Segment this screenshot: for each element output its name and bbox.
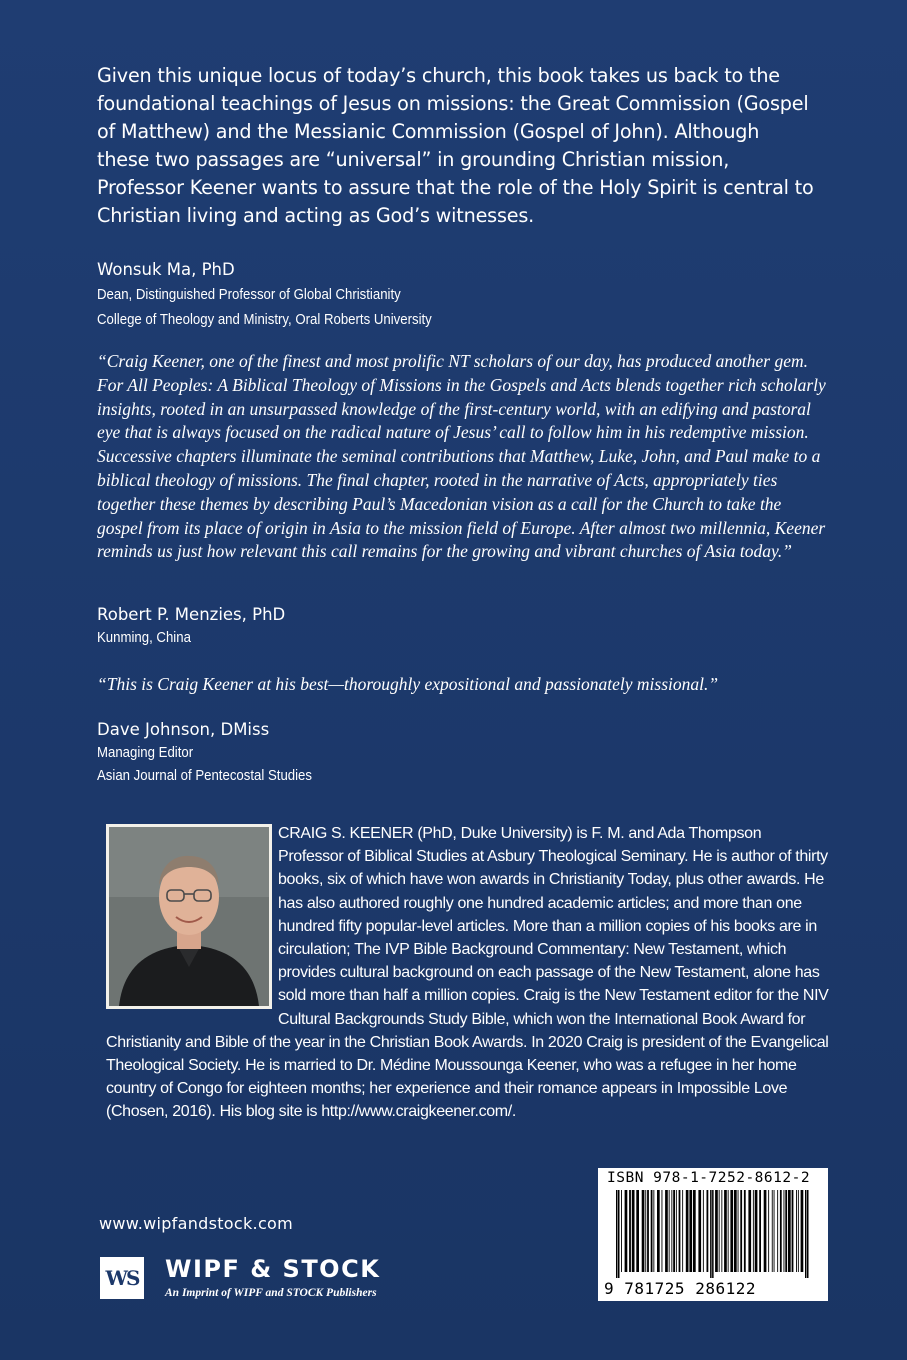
endorser-name: Dave Johnson, DMiss (97, 720, 270, 739)
isbn-label: ISBN 978-1-7252-8612-2 (607, 1170, 811, 1186)
intro-paragraph: Given this unique locus of today’s church, this book takes us back to the foundational teachings of Jesus on missions: the Great Commission (Gospel of Matthew) and the Messianic Commission (Gospel of John). Although these two passages are “universal” in grounding Christian mission, Professor Keener wants to assure that the role of the Holy Spirit is central to Christian living and acting as God’s witnesses. (97, 64, 814, 227)
author-bio-text: CRAIG S. KEENER (PhD, Duke University) is F. M. and Ada Thompson Professor of Biblical Studies at Asbury Theological Seminary. He is author of thirty books, six of which have won awards in Christianity Today, plus other awards. He has also authored roughly one hundred academic articles; and more than one hundred fifty popular-level articles. More than a million copies of his books are in circulation; The IVP Bible Background Commentary: New Testament, which provides cultural background on each passage of the New Testament, alone has sold more than half a million copies. Craig is the New Testament editor for the NIV Cultural Backgrounds Study Bible, which won the International Book Award for Christianity and Bible of the year in the Christian Book Awards. In 2020 Craig is president of the Evangelical Theological Society. He is married to Dr. Médine Moussounga Keener, who was a refugee in her home country of Congo for eighteen months; her experience and their romance appears in Impossible Love (Chosen, 2016). His blog site is http://www.craigkeener.com/. (106, 825, 829, 1121)
publisher-logo: WS (100, 1257, 144, 1299)
endorser-affiliation: Asian Journal of Pentecostal Studies (97, 767, 313, 784)
endorsement-quote: “Craig Keener, one of the finest and most prolific NT scholars of our day, has produced another gem. For All Peoples: A Biblical Theology of Missions in the Gospels and Acts blends together rich scholarly insights, rooted in an unsurpassed knowledge of the first-century world, with an edifying and pastoral eye that is always focused on the radical nature of Jesus’ call to follow him in his redemptive mission. Successive chapters illuminate the seminal contributions that Matthew, Luke, John, and Paul make to a biblical theology of missions. The final chapter, rooted in the narrative of Acts, appropriately ties together these themes by describing Paul’s Macedonian vision as a call for the Church to take the gospel from its place of origin in Asia to the mission field of Europe. After almost two millennia, Keener reminds us just how relevant this call remains for the growing and vibrant churches of Asia today.” (97, 351, 826, 562)
barcode-bars-icon (604, 1190, 822, 1278)
endorser-title: Managing Editor (97, 744, 194, 761)
endorser-name: Robert P. Menzies, PhD (97, 605, 286, 624)
publisher-website: www.wipfandstock.com (99, 1214, 294, 1233)
publisher-name: WIPF & STOCK (165, 1255, 381, 1283)
endorser-affiliation: College of Theology and Ministry, Oral Roberts University (97, 311, 432, 328)
endorser-title: Dean, Distinguished Professor of Global Christianity (97, 286, 401, 303)
endorsement-quote: “This is Craig Keener at his best—thoroughly expositional and passionately missional.” (97, 674, 719, 694)
isbn-barcode (598, 1168, 828, 1301)
barcode-digits: 9 781725 286122 (604, 1279, 756, 1298)
endorser-name: Wonsuk Ma, PhD (97, 260, 235, 279)
endorser-affiliation: Kunming, China (97, 629, 191, 646)
publisher-tagline: An Imprint of WIPF and STOCK Publishers (165, 1287, 377, 1299)
author-bio (106, 822, 830, 1124)
